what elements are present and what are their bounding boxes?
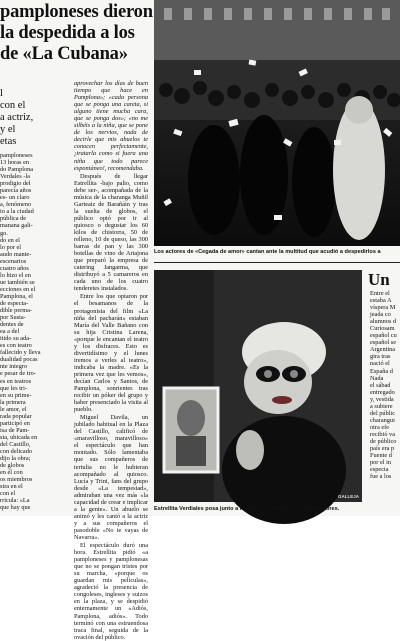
right-column-line: alumnos d	[370, 318, 397, 326]
right-column-line: español se	[370, 339, 397, 347]
left-column-line: del Castillo,	[0, 440, 31, 448]
left-column-line: e pesar de tro-	[0, 370, 36, 378]
left-column-line: en su prime-	[0, 391, 32, 399]
left-column-line: con el	[0, 490, 16, 498]
middle-column-paragraph: aprovechar los días de buen tiempo que hace en Pamplona»; «cada persona que se ponga una careta, si alguno tiene mucha cara, que se ponga dos»; «no me silbéis a la niña, que se pone de los nervios, nada de decirle que mis abuelos te conocen perfectamente, ¡tratarla como si fuera una niña que todo parece espontáneo!, recomendaba.	[74, 80, 148, 172]
right-column-line: estaba A	[370, 297, 392, 305]
left-column-line: es- un claro	[0, 194, 30, 202]
crowd-photo	[154, 0, 400, 246]
left-column-line: que hay que	[0, 504, 31, 512]
left-column-line: a, fenómeno	[0, 201, 32, 209]
left-column-line: es en teatros	[0, 377, 32, 385]
right-column-line: de público	[370, 437, 397, 445]
left-column-line: go.	[0, 229, 8, 237]
right-article-title-fragment: Un	[368, 270, 390, 289]
right-body-column	[370, 290, 400, 516]
left-column-line: cuatro años	[0, 264, 29, 272]
headline-line-3: de «La Cubana»	[0, 44, 128, 64]
left-column-line: lo por el	[0, 243, 21, 251]
right-column-line: especta	[370, 466, 389, 474]
right-column-line: jeada co	[370, 311, 391, 319]
right-column-line: otra efe	[370, 423, 390, 431]
left-column-line: en él con	[0, 469, 23, 477]
caption-rule	[154, 262, 400, 263]
right-column-line: español cu	[370, 332, 397, 340]
right-column-line: nació el	[370, 360, 390, 368]
left-column-line: pública de	[0, 215, 27, 223]
right-column-line: por el in	[370, 459, 391, 467]
left-column-line: sta, ubicada en	[0, 433, 38, 441]
left-column-line: ue también se	[0, 278, 35, 286]
left-column-line: es con teatro	[0, 342, 32, 350]
subhead-line-5: etas	[0, 136, 17, 147]
left-column-line: participó en	[0, 419, 30, 427]
crowd-photo-caption: Los actores de «Cegada de amor» cantan ante la multitud que acudió a despedirlos a	[154, 249, 381, 255]
left-column-line: la primera	[0, 398, 26, 406]
right-column-line: Nada	[370, 374, 384, 382]
left-column-line: dualidad pocas	[0, 356, 38, 364]
left-column-line: dentes de	[0, 321, 24, 329]
estrellita-photo	[154, 270, 362, 502]
right-column-line: del públic	[370, 409, 396, 417]
left-column-line: Verdales -la	[0, 173, 30, 181]
photo-credit: GALLEJA	[338, 494, 360, 499]
right-column-line: Fuente d	[370, 452, 392, 460]
left-column-line: 13 horas en	[0, 159, 30, 167]
right-column-line: víspera M	[370, 304, 396, 312]
left-column-line: ecciones en el	[0, 285, 36, 293]
headline-line-1: pamploneses dieron	[0, 2, 153, 22]
estrellita-photo-image	[154, 270, 362, 502]
right-column-line: España d	[370, 367, 393, 375]
left-column-line: rada popular	[0, 412, 32, 420]
left-column-line: dijo la obra;	[0, 455, 31, 463]
subhead-line-4: y el	[0, 124, 16, 135]
subhead-line-3: a actriz,	[0, 112, 34, 123]
middle-column-paragraph: Entre los que optaron por el besamanos de la protagonista del film «La niña del pacharán» estaban María del Valle Bañano con su hija Cristina Larena, «porque le encantan el teatro y los disfraces. Esto es divertidísimo y el lunes iremos a verles al teatro», indicaba la madre. «Es la primera vez que les vemos», decían Carlos y Santos, de Pamplona, sonrientes tras recibir un póker del grupo y haber presenciado la visita al pueblo.	[74, 293, 148, 414]
left-body-column	[0, 152, 68, 516]
left-column-line: por Susta-	[0, 314, 26, 322]
right-column-line: a subiere	[370, 402, 393, 410]
left-column-line: audo mante-	[0, 250, 32, 258]
right-column-line: Argentina	[370, 346, 396, 354]
left-column-line: manana gali-	[0, 222, 33, 230]
left-column-line: con delicado	[0, 447, 32, 455]
right-column-line: charangui	[370, 416, 395, 424]
middle-column-paragraph: El espectáculo duró una hora. Estrellita pidió «a pamploneses y pamplonesas que no se pongan tristes por su marcha, «porque os guardan mis películas», agradeció la presencia de congoleses, ingleses y suizos en la plaza, y se despidió enternamente un «Adiós, Pamplona, adiós». Todo terminó con una estruendosa traca final, seguida de la ovación del público.	[74, 542, 148, 641]
subhead-line-1: l	[0, 88, 3, 99]
left-column-line: itido su ada-	[0, 335, 32, 343]
left-column-line: pamploneses	[0, 152, 33, 159]
right-column-line: Entre el	[370, 290, 390, 297]
left-column-line: de especta-	[0, 299, 29, 307]
left-column-line: io a la ciudad	[0, 208, 34, 216]
left-column-line: fallecido y lleva	[0, 349, 41, 357]
left-column-line: escenarios	[0, 257, 27, 265]
left-column-line: Pamplona, el	[0, 292, 33, 300]
subhead-line-2: con el	[0, 100, 26, 111]
right-column-line: recibió va	[370, 430, 395, 438]
headline-line-2: la despedida a los	[0, 23, 135, 43]
left-column-line: ea a del	[0, 328, 20, 336]
right-column-line: el sábad	[370, 381, 391, 389]
left-column-line: prodigio del	[0, 180, 31, 188]
middle-column-paragraph: Después de llegar Estrellita -bajo palio, como debe ser-, acompañada de la música de la charanga Muñil Garteaiz de Barañáin y tras la suelta de globos, el público optó por ir al quiosco o degustar los 60 kilos de chistorra, 50 de relleno, 10 de queso, las 300 barras de pan y las 300 botellas de vino de Artajona que preparó la empresa de catering Jangarma, que distribuyó a 5 camareros en cada uno de los cuatro tenderetes instalados.	[74, 172, 148, 293]
left-column-line: parecía años	[0, 187, 32, 195]
estrellita-photo-caption: Estrellita Verdiales posa junto a la foto que besaron sus admiradores.	[154, 506, 340, 512]
left-column-line: le amor, el	[0, 405, 27, 413]
middle-column-paragraph: Miguel Davila, un jubilado habitual en la Plaza del Castillo, calificó de «maravilloso, maravilloso» el espectáculo que han montado. Sólo lamentaba que sus compañeros de tertulia no le hubieran acompañado al quiosco. Lucía y Trini, fans del grupo desde «La tempestad», admiraban una vez más «la capacidad de crear e implicar a la gente». Un abuelo se animó y les cantó a la actriz y a sus compañeros el pasodoble «No te vayas de Navarra».	[74, 414, 148, 541]
left-column-line: stra en el	[0, 483, 23, 491]
left-column-line: isa de Pam-	[0, 426, 30, 434]
right-column-line: fue a los	[370, 473, 392, 481]
article-headline	[0, 2, 153, 65]
crowd-photo-image	[154, 0, 400, 246]
left-column-line: os miembros	[0, 476, 33, 484]
left-column-line: rricula: «La	[0, 497, 30, 505]
right-column-line: país era p	[370, 445, 395, 453]
article-subhead	[0, 88, 52, 148]
left-column-line: que les tri-	[0, 384, 27, 392]
right-column-line: Curiosam	[370, 325, 395, 333]
left-column-line: do Pamplona	[0, 166, 34, 174]
left-column-line: de globos	[0, 462, 25, 470]
right-column-line: entregado	[370, 388, 395, 396]
left-column-line: lo hizo el en	[0, 271, 31, 279]
left-column-line: dible perma-	[0, 307, 32, 315]
middle-body-column	[74, 80, 148, 641]
right-column-line: y, vestida	[370, 395, 394, 403]
right-column-line: gira tras	[370, 353, 391, 361]
left-column-line: nte integro	[0, 363, 28, 371]
left-column-line: do en el	[0, 236, 20, 244]
